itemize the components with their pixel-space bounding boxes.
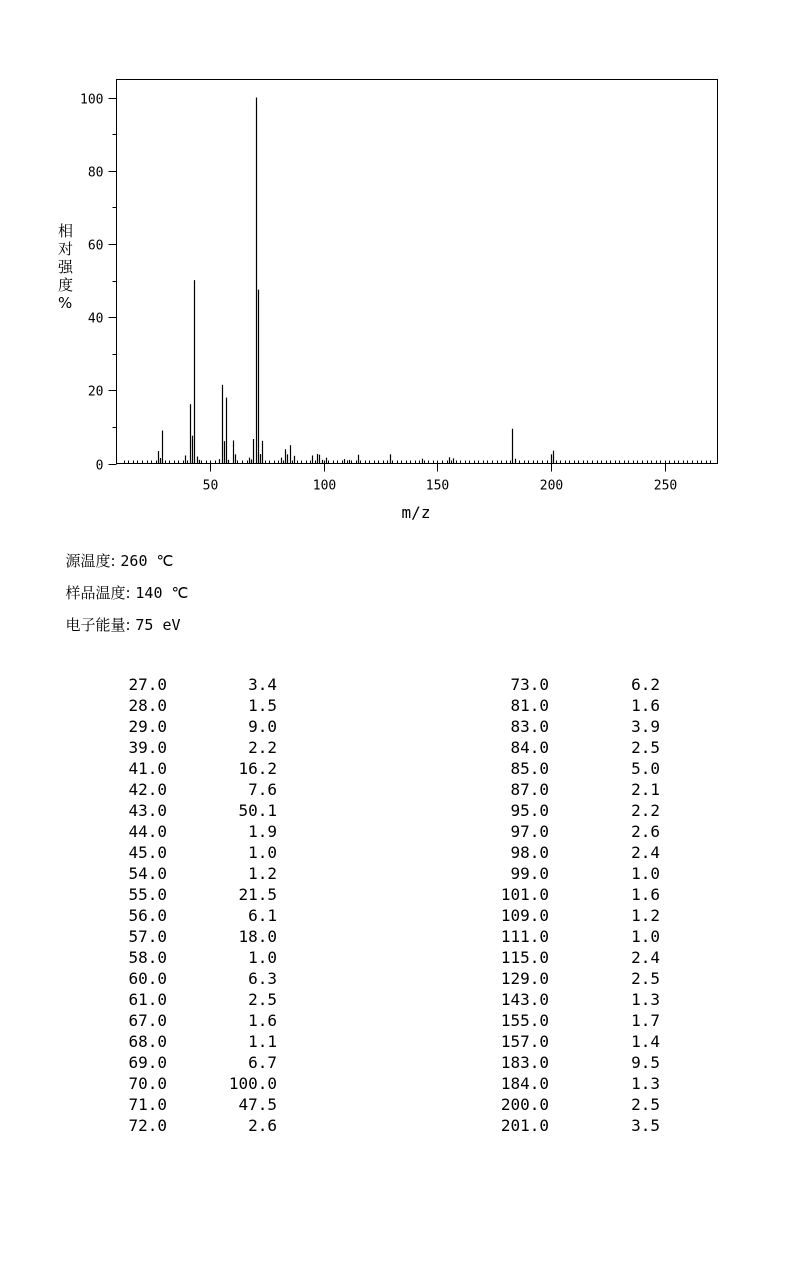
peak-mz: 42.0	[128, 780, 167, 799]
source-temperature-label: 源温度:	[65, 552, 116, 570]
y-axis-label-char: 对	[58, 240, 74, 258]
peak-table-row	[480, 905, 680, 926]
y-axis	[80, 93, 116, 474]
peak-mz: 98.0	[510, 843, 549, 862]
peak-mz: 27.0	[128, 675, 167, 694]
peak-table-row	[110, 737, 290, 758]
peak-mz: 81.0	[510, 696, 549, 715]
peak-intensity: 3.9	[631, 717, 660, 736]
y-axis-label	[58, 222, 74, 312]
peak-table-row	[110, 758, 290, 779]
peak-mz: 43.0	[128, 801, 167, 820]
peak-intensity: 16.2	[238, 759, 277, 778]
peak-intensity: 2.5	[631, 738, 660, 757]
source-temperature-value: 260 ℃	[120, 552, 174, 570]
y-tick-label: 0	[95, 458, 104, 474]
peak-intensity: 1.7	[631, 1011, 660, 1030]
peak-table-row	[110, 1052, 290, 1073]
peak-table-row	[110, 947, 290, 968]
peak-intensity: 6.7	[248, 1053, 277, 1072]
peak-table-row	[480, 1052, 680, 1073]
peak-table-row	[110, 1115, 290, 1136]
peak-mz: 184.0	[500, 1074, 549, 1093]
peak-mz: 45.0	[128, 843, 167, 862]
electron-energy	[56, 596, 181, 635]
peak-mz: 55.0	[128, 885, 167, 904]
peak-mz: 201.0	[500, 1116, 549, 1135]
peak-mz: 99.0	[510, 864, 549, 883]
peak-intensity: 1.4	[631, 1032, 660, 1051]
peak-mz: 129.0	[500, 969, 549, 988]
y-tick-label: 60	[87, 238, 104, 254]
peak-table-row	[110, 674, 290, 695]
peak-mz: 85.0	[510, 759, 549, 778]
peak-table-row	[110, 1094, 290, 1115]
x-tick-label: 150	[425, 478, 450, 494]
peak-intensity: 5.0	[631, 759, 660, 778]
peak-intensity: 100.0	[228, 1074, 277, 1093]
peak-intensity: 21.5	[238, 885, 277, 904]
peak-table-row	[480, 1094, 680, 1115]
peak-mz: 61.0	[128, 990, 167, 1009]
peak-mz: 28.0	[128, 696, 167, 715]
peak-intensity: 2.1	[631, 780, 660, 799]
y-tick-label: 40	[87, 311, 104, 327]
peak-intensity: 50.1	[238, 801, 277, 820]
peak-intensity: 2.5	[248, 990, 277, 1009]
peak-table-row	[110, 779, 290, 800]
peak-mz: 87.0	[510, 780, 549, 799]
peak-mz: 71.0	[128, 1095, 167, 1114]
y-tick-label: 80	[87, 165, 104, 181]
peak-mz: 60.0	[128, 969, 167, 988]
peak-mz: 57.0	[128, 927, 167, 946]
peak-intensity: 7.6	[248, 780, 277, 799]
peak-table-row	[110, 695, 290, 716]
peak-mz: 54.0	[128, 864, 167, 883]
sample-temperature-value: 140 ℃	[135, 584, 189, 602]
peak-mz: 83.0	[510, 717, 549, 736]
sample-temperature-label: 样品温度:	[65, 584, 131, 602]
peak-table-row	[110, 968, 290, 989]
peak-mz: 73.0	[510, 675, 549, 694]
peak-intensity: 1.0	[248, 843, 277, 862]
peak-table-row	[480, 758, 680, 779]
y-axis-label-char: %	[58, 294, 73, 312]
peak-intensity: 6.3	[248, 969, 277, 988]
peak-mz: 41.0	[128, 759, 167, 778]
peak-table-row	[110, 863, 290, 884]
peak-intensity: 3.5	[631, 1116, 660, 1135]
peak-intensity: 2.2	[631, 801, 660, 820]
peak-intensity: 1.6	[248, 1011, 277, 1030]
peak-mz: 157.0	[500, 1032, 549, 1051]
peak-intensity: 2.5	[631, 969, 660, 988]
peak-table-row	[110, 842, 290, 863]
y-axis-label-char: 相	[58, 222, 74, 240]
x-axis-label: m/z	[401, 503, 431, 522]
peak-table-row	[110, 926, 290, 947]
peak-table-row	[110, 1010, 290, 1031]
peak-mz: 67.0	[128, 1011, 167, 1030]
peak-mz: 39.0	[128, 738, 167, 757]
peak-table-row	[110, 800, 290, 821]
peak-intensity: 2.5	[631, 1095, 660, 1114]
plot-frame	[117, 80, 718, 464]
electron-energy-value: 75 eV	[135, 616, 181, 634]
peak-table-row	[480, 674, 680, 695]
peak-series	[159, 98, 554, 464]
peak-mz: 70.0	[128, 1074, 167, 1093]
peak-mz: 155.0	[500, 1011, 549, 1030]
peak-intensity: 47.5	[238, 1095, 277, 1114]
peak-intensity: 18.0	[238, 927, 277, 946]
peak-intensity: 1.0	[248, 948, 277, 967]
peak-mz: 84.0	[510, 738, 549, 757]
peak-mz: 109.0	[500, 906, 549, 925]
peak-mz: 58.0	[128, 948, 167, 967]
peak-mz: 72.0	[128, 1116, 167, 1135]
peak-intensity: 2.4	[631, 843, 660, 862]
peak-table-row	[480, 989, 680, 1010]
x-axis	[203, 464, 678, 494]
peak-table-row	[480, 863, 680, 884]
peak-intensity: 1.1	[248, 1032, 277, 1051]
peak-intensity: 2.4	[631, 948, 660, 967]
peak-table-left	[110, 674, 290, 1136]
x-tick-label: 100	[312, 478, 337, 494]
peak-table-row	[110, 716, 290, 737]
peak-mz: 183.0	[500, 1053, 549, 1072]
peak-table-row	[480, 737, 680, 758]
y-axis-label-char: 度	[58, 276, 74, 294]
peak-table-row	[480, 695, 680, 716]
peak-table-row	[110, 821, 290, 842]
peak-intensity: 2.6	[248, 1116, 277, 1135]
mass-spectrum-chart	[0, 0, 794, 530]
peak-table-row	[110, 905, 290, 926]
peak-mz: 56.0	[128, 906, 167, 925]
peak-intensity: 6.1	[248, 906, 277, 925]
x-tick-label: 250	[653, 478, 678, 494]
peak-intensity: 1.6	[631, 885, 660, 904]
peak-mz: 68.0	[128, 1032, 167, 1051]
peak-table-row	[480, 968, 680, 989]
peak-mz: 29.0	[128, 717, 167, 736]
peak-table-row	[480, 1031, 680, 1052]
peak-intensity: 1.3	[631, 1074, 660, 1093]
y-tick-label: 100	[80, 92, 104, 108]
peak-table-row	[480, 884, 680, 905]
peak-intensity: 1.0	[631, 864, 660, 883]
peak-intensity: 1.9	[248, 822, 277, 841]
peak-table-right	[480, 674, 680, 1136]
peak-mz: 200.0	[500, 1095, 549, 1114]
peak-intensity: 3.4	[248, 675, 277, 694]
peak-mz: 143.0	[500, 990, 549, 1009]
peak-mz: 115.0	[500, 948, 549, 967]
peak-intensity: 1.2	[631, 906, 660, 925]
peak-table-row	[480, 716, 680, 737]
peak-table-row	[480, 1010, 680, 1031]
peak-table-row	[480, 926, 680, 947]
peak-intensity: 1.0	[631, 927, 660, 946]
peak-table-row	[480, 1115, 680, 1136]
peak-mz: 97.0	[510, 822, 549, 841]
peak-table-row	[480, 947, 680, 968]
y-tick-label: 20	[87, 384, 104, 400]
peak-mz: 44.0	[128, 822, 167, 841]
peak-intensity: 9.5	[631, 1053, 660, 1072]
peak-intensity: 2.6	[631, 822, 660, 841]
peak-mz: 111.0	[500, 927, 549, 946]
peak-table-row	[480, 842, 680, 863]
peak-intensity: 6.2	[631, 675, 660, 694]
peak-intensity: 1.2	[248, 864, 277, 883]
peak-intensity: 1.3	[631, 990, 660, 1009]
peak-intensity: 1.5	[248, 696, 277, 715]
peak-table-row	[110, 1031, 290, 1052]
peak-table-row	[110, 989, 290, 1010]
peak-intensity: 9.0	[248, 717, 277, 736]
peak-mz: 101.0	[500, 885, 549, 904]
y-axis-label-char: 强	[58, 258, 74, 276]
peak-table-row	[480, 821, 680, 842]
peak-mz: 95.0	[510, 801, 549, 820]
x-tick-label: 200	[539, 478, 564, 494]
peak-mz: 69.0	[128, 1053, 167, 1072]
peak-table-row	[480, 1073, 680, 1094]
peak-table-row	[480, 779, 680, 800]
peak-table-row	[110, 884, 290, 905]
electron-energy-label: 电子能量:	[65, 616, 131, 634]
x-tick-label: 50	[202, 478, 219, 494]
peak-table-row	[480, 800, 680, 821]
peak-table-row	[110, 1073, 290, 1094]
peak-intensity: 1.6	[631, 696, 660, 715]
peak-intensity: 2.2	[248, 738, 277, 757]
